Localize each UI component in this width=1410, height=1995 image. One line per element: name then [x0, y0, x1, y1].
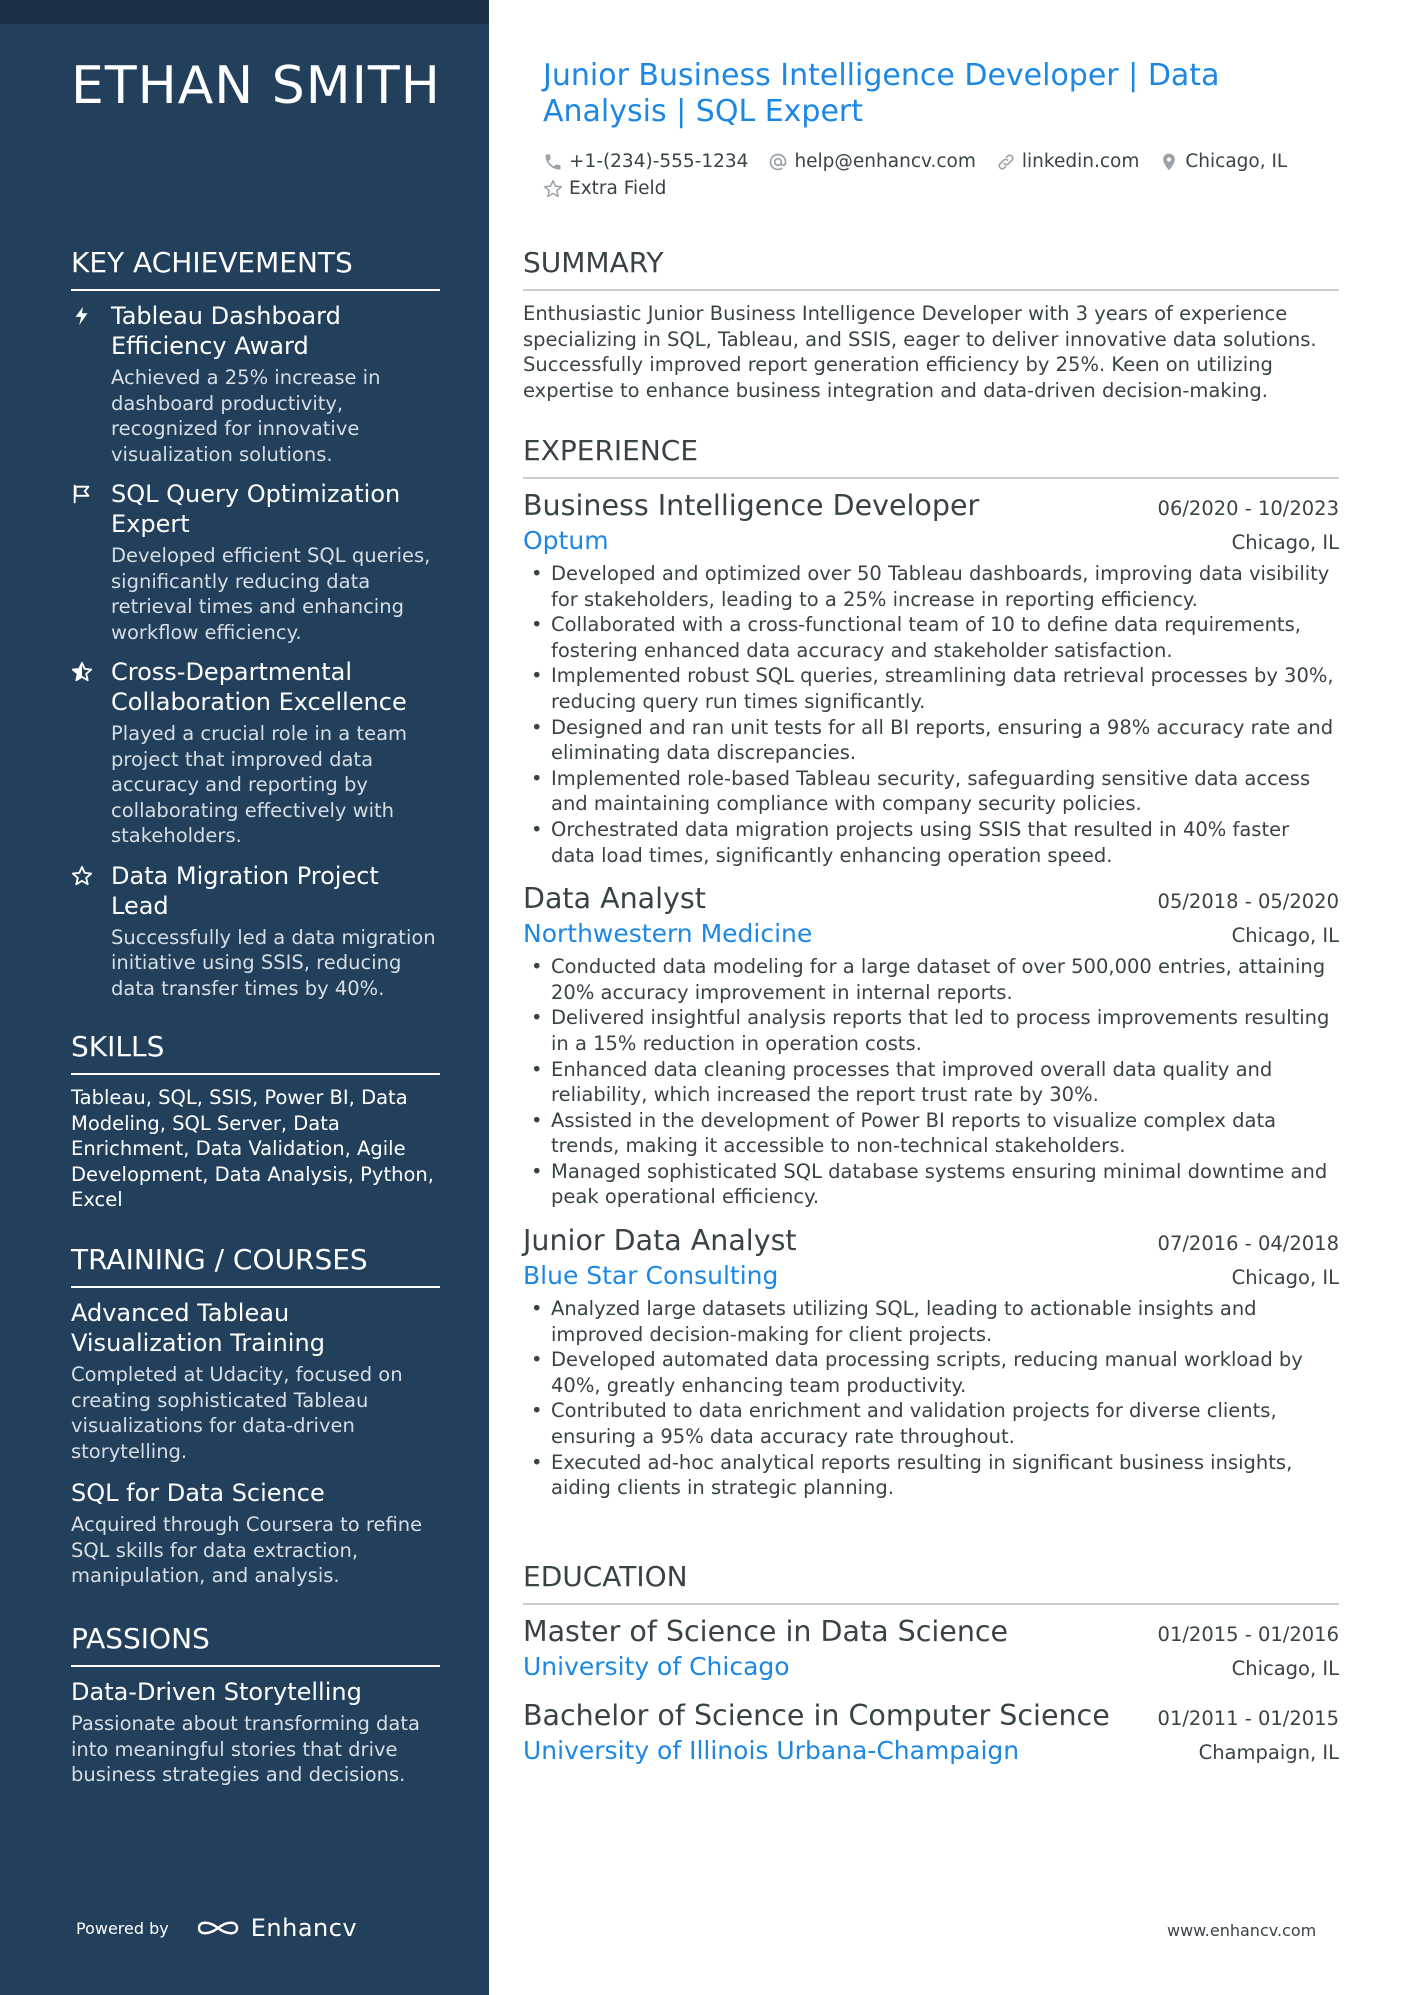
- list-item: • Collaborated with a cross-functional team of 10 to define data requirements, fostering enhanced data accuracy and stakeholder satisfaction.: [523, 612, 1339, 663]
- link-item[interactable]: [996, 151, 1139, 172]
- achievement-desc: Developed efficient SQL queries, significantly reducing data retrieval times and enhancing workflow efficiency.: [111, 544, 431, 644]
- achievement-item: [71, 479, 440, 645]
- job-company: Northwestern Medicine: [523, 919, 813, 949]
- link-icon: [996, 152, 1016, 172]
- job-entry: [523, 1224, 1339, 1501]
- enhancv-logo[interactable]: [195, 1914, 357, 1942]
- course-item: [71, 1298, 440, 1464]
- job-role: Data Analyst: [523, 882, 706, 916]
- section-title: SKILLS: [71, 1030, 440, 1075]
- list-item: • Implemented role-based Tableau security, safeguarding sensitive data access and maintaining compliance with company security policies.: [523, 766, 1339, 817]
- list-item: • Implemented robust SQL queries, streamlining data retrieval processes by 30%, reducing query run times significantly.: [523, 663, 1339, 714]
- sidebar-top-band: [0, 0, 489, 24]
- course-title: Advanced Tableau Visualization Training: [71, 1299, 325, 1357]
- skills-section: [71, 1030, 440, 1213]
- education-entry: [523, 1699, 1339, 1765]
- footer-url[interactable]: www.enhancv.com: [1167, 1921, 1317, 1940]
- passions-section: [71, 1622, 440, 1802]
- summary-section: [523, 246, 1339, 403]
- job-role: Junior Data Analyst: [523, 1224, 797, 1258]
- degree: Bachelor of Science in Computer Science: [523, 1699, 1110, 1732]
- candidate-name: ETHAN SMITH: [71, 56, 441, 116]
- powered-by: [76, 1914, 357, 1942]
- summary-text: Enthusiastic Junior Business Intelligence Developer with 3 years of experience specializing in SQL, Tableau, and SSIS, eager to deliver innovative data solutions. Successfully improved report generation efficiency by 25%. Keen on utilizing expertise to enhance business integration and data-driven decision-making.: [523, 302, 1317, 402]
- brand-name: Enhancv: [250, 1914, 358, 1942]
- achievement-desc: Successfully led a data migration initiative using SSIS, reducing data transfer times by 40%.: [111, 925, 436, 1000]
- course-desc: Completed at Udacity, focused on creating sophisticated Tableau visualizations for data-driven storytelling.: [71, 1363, 403, 1463]
- skills-list: Tableau, SQL, SSIS, Power BI, Data Modeling, SQL Server, Data Enrichment, Data Validation, Agile Development, Data Analysis, Python, Excel: [71, 1086, 434, 1211]
- email-item[interactable]: [768, 151, 975, 172]
- experience-section: [523, 434, 1339, 1515]
- phone-text: +1-(234)-555-1234: [569, 151, 749, 172]
- job-dates: 06/2020 - 10/2023: [1157, 497, 1339, 520]
- location-item: [1159, 151, 1287, 172]
- job-company: Blue Star Consulting: [523, 1261, 779, 1291]
- at-icon: [768, 152, 788, 172]
- achievement-desc: Achieved a 25% increase in dashboard productivity, recognized for innovative visualization solutions.: [111, 366, 381, 466]
- link-text: linkedin.com: [1021, 151, 1140, 172]
- job-dates: 07/2016 - 04/2018: [1157, 1232, 1339, 1256]
- education-dates: 01/2015 - 01/2016: [1157, 1623, 1339, 1646]
- phone-icon: [543, 152, 563, 172]
- job-bullets: [523, 1296, 1339, 1501]
- list-item: • Orchestrated data migration projects using SSIS that resulted in 40% faster data load times, significantly enhancing operation speed.: [523, 817, 1339, 868]
- list-item: • Designed and ran unit tests for all BI reports, ensuring a 98% accuracy rate and eliminating data discrepancies.: [523, 715, 1339, 766]
- training-section: [71, 1243, 440, 1603]
- extra-field-text: Extra Field: [569, 178, 667, 199]
- achievement-title: Tableau Dashboard Efficiency Award: [111, 302, 341, 360]
- passion-item: [71, 1677, 440, 1788]
- job-role: Business Intelligence Developer: [523, 489, 980, 522]
- section-title: EDUCATION: [523, 1560, 1339, 1605]
- passion-desc: Passionate about transforming data into meaningful stories that drive business strategies and decisions.: [71, 1712, 420, 1786]
- achievement-desc: Played a crucial role in a team project that improved data accuracy and reporting by collaborating effectively with stakeholders.: [111, 722, 408, 847]
- school-name: University of Chicago: [523, 1652, 790, 1681]
- education-dates: 01/2011 - 01/2015: [1157, 1707, 1339, 1730]
- job-dates: 05/2018 - 05/2020: [1157, 890, 1339, 914]
- section-title: PASSIONS: [71, 1622, 440, 1667]
- job-company: Optum: [523, 526, 609, 555]
- job-entry: [523, 489, 1339, 868]
- phone-item[interactable]: [543, 151, 748, 172]
- location-text: Chicago, IL: [1185, 151, 1288, 172]
- section-title: KEY ACHIEVEMENTS: [71, 246, 440, 291]
- contact-info: [543, 148, 1333, 202]
- achievement-title: Data Migration Project Lead: [111, 861, 379, 920]
- email-text: help@enhancv.com: [794, 151, 976, 172]
- star-outline-icon: [543, 179, 563, 199]
- list-item: • Developed and optimized over 50 Tableau dashboards, improving data visibility for stakeholders, leading to a 25% increase in reporting efficiency.: [523, 561, 1339, 612]
- job-bullets: [523, 561, 1339, 868]
- course-title: SQL for Data Science: [71, 1479, 325, 1507]
- extra-field-item: [543, 178, 666, 199]
- key-achievements-section: [71, 246, 440, 1013]
- star-icon: [71, 861, 111, 1002]
- job-location: Chicago, IL: [1231, 1266, 1339, 1290]
- headline: Junior Business Intelligence Developer | Data Analysis | SQL Expert: [543, 58, 1220, 129]
- achievement-title: Cross-Departmental Collaboration Excellence: [111, 658, 407, 716]
- education-location: Champaign, IL: [1198, 1741, 1339, 1764]
- job-bullets: [523, 954, 1339, 1210]
- achievement-title: SQL Query Optimization Expert: [111, 480, 401, 538]
- list-item: • Enhanced data cleaning processes that improved overall data quality and reliability, which increased the report trust rate by 30%.: [523, 1057, 1339, 1108]
- passion-title: Data-Driven Storytelling: [71, 1678, 362, 1706]
- achievement-item: [71, 301, 440, 467]
- list-item: • Delivered insightful analysis reports that led to process improvements resulting in a 15% reduction in operation costs.: [523, 1005, 1339, 1056]
- location-pin-icon: [1159, 152, 1179, 172]
- list-item: • Managed sophisticated SQL database systems ensuring minimal downtime and peak operational efficiency.: [523, 1159, 1339, 1210]
- list-item: • Contributed to data enrichment and validation projects for diverse clients, ensuring a 95% data accuracy rate throughout.: [523, 1398, 1339, 1449]
- list-item: • Assisted in the development of Power BI reports to visualize complex data trends, making it accessible to non-technical stakeholders.: [523, 1108, 1339, 1159]
- powered-by-label: Powered by: [76, 1918, 169, 1938]
- school-name: University of Illinois Urbana-Champaign: [523, 1736, 1020, 1765]
- star-half-icon: [71, 657, 111, 849]
- list-item: • Conducted data modeling for a large dataset of over 500,000 entries, attaining 20% accuracy improvement in internal reports.: [523, 954, 1339, 1005]
- enhancv-logo-icon: [195, 1916, 241, 1940]
- section-title: EXPERIENCE: [523, 434, 1339, 479]
- list-item: • Executed ad-hoc analytical reports resulting in significant business insights, aiding clients in strategic planning.: [523, 1450, 1339, 1501]
- lightning-icon: [71, 301, 111, 467]
- job-location: Chicago, IL: [1231, 924, 1339, 948]
- job-entry: [523, 882, 1339, 1210]
- list-item: • Developed automated data processing scripts, reducing manual workload by 40%, greatly enhancing team productivity.: [523, 1347, 1339, 1398]
- section-title: TRAINING / COURSES: [71, 1243, 440, 1288]
- course-desc: Acquired through Coursera to refine SQL skills for data extraction, manipulation, and analysis.: [71, 1513, 423, 1587]
- list-item: • Analyzed large datasets utilizing SQL, leading to actionable insights and improved decision-making for client projects.: [523, 1296, 1339, 1347]
- section-title: SUMMARY: [523, 246, 1339, 291]
- achievement-item: [71, 657, 440, 849]
- degree: Master of Science in Data Science: [523, 1615, 1009, 1648]
- course-item: [71, 1478, 440, 1589]
- education-entry: [523, 1615, 1339, 1681]
- achievement-item: [71, 861, 440, 1002]
- education-location: Chicago, IL: [1231, 1657, 1339, 1680]
- education-section: [523, 1560, 1339, 1783]
- flag-icon: [71, 479, 111, 645]
- sidebar: [0, 0, 489, 1995]
- job-location: Chicago, IL: [1231, 531, 1339, 554]
